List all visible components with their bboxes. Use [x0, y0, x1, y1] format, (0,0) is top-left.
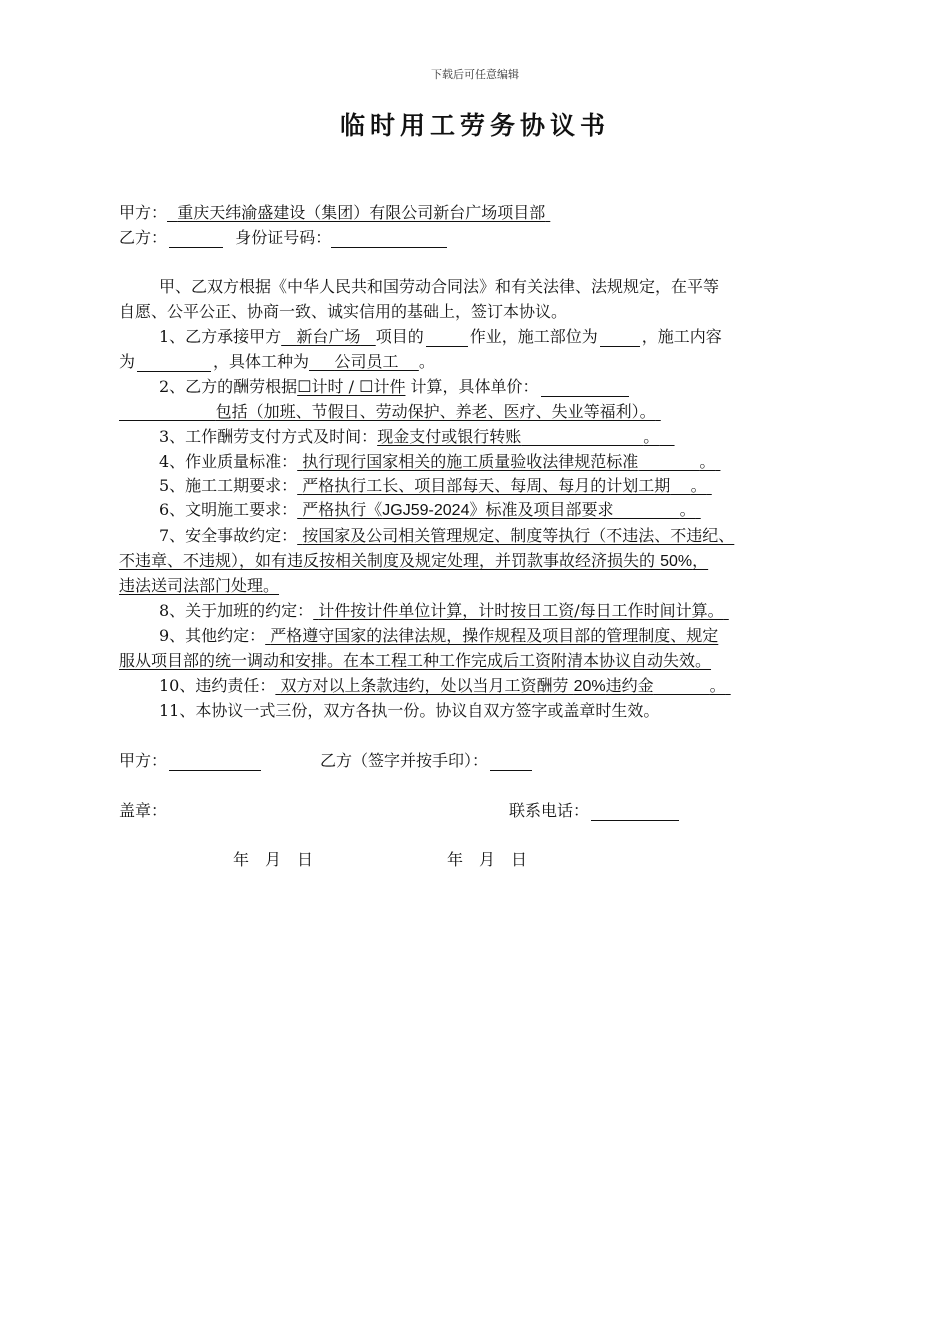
party-b-line	[119, 228, 835, 248]
clause-7-line-3	[119, 576, 835, 596]
preamble-line-1: 甲、乙双方根据《中华人民共和国劳动合同法》和有关法律、法规规定，在平等	[159, 277, 720, 296]
party-b-name-blank	[169, 230, 223, 248]
clause-9-line-1: 9、其他约定： 严格遵守国家的法律法规，操作规程及项目部的管理制度、规定	[159, 626, 719, 645]
other-clause-line-1: 严格遵守国家的法律法规，操作规程及项目部的管理制度、规定	[270, 626, 719, 645]
project-name: 新台广场	[296, 327, 361, 346]
work-location-blank	[600, 329, 640, 347]
party-b-label: 乙方：	[119, 228, 168, 247]
party-a-label: 甲方：	[119, 203, 168, 222]
safety-clause-line-2: 不违章、不违规），如有违反按相关制度及规定处理，并罚款事故经济损失的 50%，	[119, 551, 709, 570]
preamble-line-2: 自愿、公平公正、协商一致、诚实信用的基础上，签订本协议。	[119, 302, 568, 321]
seal-label: 盖章：	[119, 801, 168, 820]
document-title: 临时用工劳务协议书	[339, 111, 610, 140]
clause-2-line-1: 2、乙方的酬劳根据☐计时 / ☐计件 计算，具体单价：	[159, 377, 835, 397]
quality-standard: 执行现行国家相关的施工质量验收法律规范标准 。	[302, 452, 716, 471]
clause-10-line: 10、违约责任： 双方对以上条款违约，处以当月工资酬劳 20%违约金 。	[159, 676, 835, 697]
breach-clause: 双方对以上条款违约，处以当月工资酬劳 20%违约金 。	[280, 676, 726, 695]
schedule-requirement: 严格执行工长、项目部每天、每周、每月的计划工期 。	[302, 476, 707, 495]
payment-method: 现金支付或银行转账 。	[377, 427, 660, 446]
clause-1-line-2: 为 ，具体工种为 公司员工 。	[119, 352, 435, 371]
party-a-line	[119, 203, 835, 223]
clause-4-line: 4、作业质量标准： 执行现行国家相关的施工质量验收法律规范标准 。	[159, 452, 835, 472]
clause-7-line-1: 7、安全事故约定： 按国家及公司相关管理规定、制度等执行（不违法、不违纪、	[159, 526, 735, 545]
signature-party-b: 乙方（签字并按手印）：	[320, 751, 534, 771]
clause-2-line-2	[119, 402, 835, 422]
id-number-blank	[331, 230, 447, 248]
clause-7-line-2	[119, 551, 835, 572]
party-a-signature-blank	[169, 753, 261, 771]
phone-line: 联系电话：	[509, 801, 681, 821]
overtime-clause: 计件按计件单位计算，计时按日工资/每日工作时间计算。	[318, 601, 724, 620]
safety-clause-line-1: 按国家及公司相关管理规定、制度等执行（不违法、不违纪、	[302, 526, 735, 545]
job-title: 公司员工	[334, 352, 399, 371]
unit-price-blank	[541, 379, 629, 397]
clause-5-line: 5、施工工期要求： 严格执行工长、项目部每天、每周、每月的计划工期 。	[159, 476, 835, 496]
clause-9-line-2	[119, 651, 835, 671]
other-clause-line-2: 服从项目部的统一调动和安排。在本工程工种工作完成后工资附清本协议自动失效。	[119, 651, 712, 670]
date-party-b: 年 月 日	[447, 850, 528, 869]
clause-11-line: 11、本协议一式三份，双方各执一份。协议自双方签字或盖章时生效。	[159, 701, 660, 720]
id-number-label: 身份证号码：	[235, 228, 332, 247]
civilized-construction-requirement: 严格执行《JGJ59-2024》标准及项目部要求 。	[302, 500, 696, 519]
clause-3-line: 3、工作酬劳支付方式及时间：现金支付或银行转账 。	[159, 427, 835, 447]
pay-basis-options: ☐计时 / ☐计件	[297, 377, 406, 396]
work-type-blank	[426, 329, 468, 347]
benefits-note: 包括（加班、节假日、劳动保护、养老、医疗、失业等福利）。	[215, 402, 656, 421]
safety-clause-line-3: 违法送司法部门处理。	[119, 576, 280, 595]
signature-party-a: 甲方：	[119, 751, 263, 771]
date-party-a: 年 月 日	[233, 850, 314, 869]
party-a-name: 重庆天纬渝盛建设（集团）有限公司新台广场项目部	[177, 203, 546, 222]
clause-1-line-1: 1、乙方承接甲方 新台广场 项目的 作业，施工部位为 ，施工内容	[159, 327, 722, 346]
party-b-signature-blank	[490, 753, 532, 771]
clause-8-line: 8、关于加班的约定： 计件按计件单位计算，计时按日工资/每日工作时间计算。	[159, 601, 835, 621]
header-note: 下载后可任意编辑	[431, 68, 519, 81]
work-content-blank	[137, 354, 211, 372]
clause-6-line: 6、文明施工要求： 严格执行《JGJ59-2024》标准及项目部要求 。	[159, 500, 835, 521]
phone-blank	[591, 803, 679, 821]
